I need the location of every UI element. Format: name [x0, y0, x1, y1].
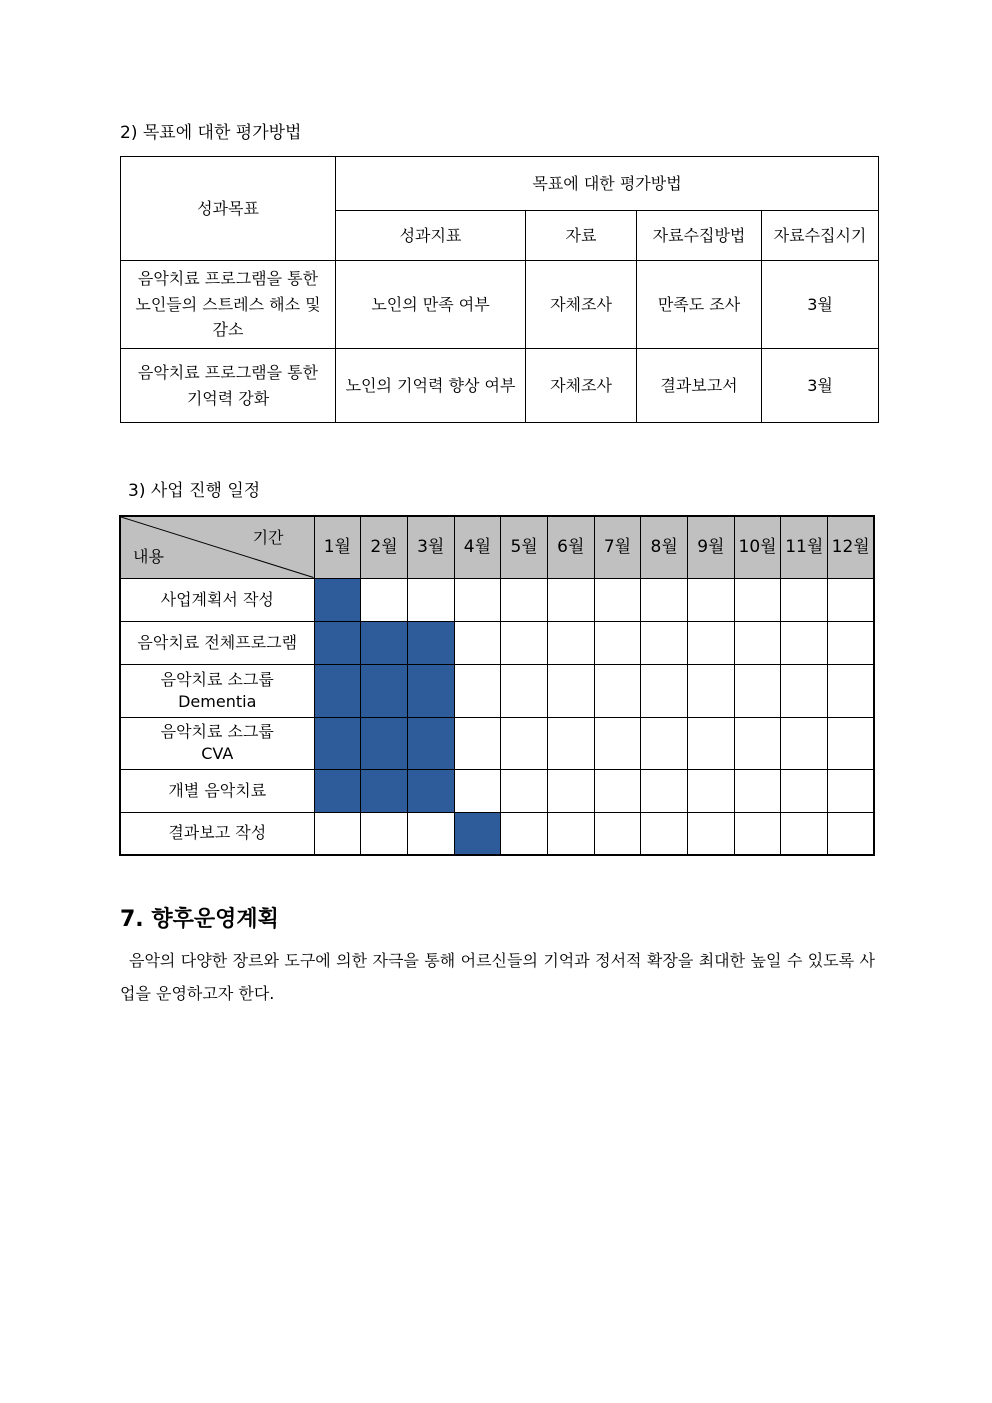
month-header: 5월 [501, 516, 548, 578]
schedule-row [120, 664, 874, 717]
timing-cell: 3월 [762, 261, 879, 349]
schedule-cell [828, 769, 875, 812]
schedule-cell [641, 664, 688, 717]
schedule-cell [641, 621, 688, 664]
task-label-line: CVA [201, 744, 234, 763]
source-cell: 자체조사 [526, 349, 637, 423]
schedule-cell-active [314, 621, 361, 664]
schedule-cell [734, 621, 781, 664]
schedule-row [120, 578, 874, 621]
task-label-line: 음악치료 소그룹 [160, 722, 274, 742]
schedule-cell [688, 578, 735, 621]
schedule-cell [547, 812, 594, 855]
task-label [120, 812, 314, 855]
corner-content-label: 내용 [133, 546, 164, 566]
month-header: 10월 [734, 516, 781, 578]
schedule-row [120, 717, 874, 769]
schedule-cell [547, 578, 594, 621]
schedule-cell [594, 621, 641, 664]
schedule-cell-active [361, 769, 408, 812]
schedule-section-heading: 3) 사업 진행 일정 [128, 481, 261, 501]
schedule-cell [454, 621, 501, 664]
schedule-cell [501, 664, 548, 717]
subheader-method: 자료수집방법 [637, 211, 762, 261]
schedule-cell [361, 578, 408, 621]
schedule-cell [547, 664, 594, 717]
schedule-cell [688, 717, 735, 769]
task-label-line: 음악치료 전체프로그램 [137, 632, 298, 652]
schedule-cell [641, 578, 688, 621]
month-header: 8월 [641, 516, 688, 578]
schedule-cell-active [407, 769, 454, 812]
month-header: 2월 [361, 516, 408, 578]
schedule-cell [594, 664, 641, 717]
schedule-cell [828, 578, 875, 621]
month-header: 3월 [407, 516, 454, 578]
schedule-cell [501, 812, 548, 855]
schedule-row [120, 769, 874, 812]
schedule-cell [547, 621, 594, 664]
task-label [120, 578, 314, 621]
month-header: 11월 [781, 516, 828, 578]
schedule-cell-active [454, 812, 501, 855]
schedule-table [119, 515, 875, 856]
schedule-cell [781, 621, 828, 664]
month-header: 4월 [454, 516, 501, 578]
task-label-line: Dementia [178, 691, 257, 711]
schedule-cell [828, 621, 875, 664]
subheader-indicator: 성과지표 [336, 211, 526, 261]
goal-line: 기억력 강화 [186, 388, 270, 408]
task-label [120, 769, 314, 812]
schedule-row [120, 812, 874, 855]
eval-section-heading: 2) 목표에 대한 평가방법 [120, 123, 302, 143]
schedule-cell-active [361, 621, 408, 664]
schedule-cell [501, 769, 548, 812]
schedule-cell-active [314, 769, 361, 812]
schedule-cell-active [314, 578, 361, 621]
task-label [120, 664, 314, 717]
month-header: 7월 [594, 516, 641, 578]
schedule-cell [594, 812, 641, 855]
task-label-line: 사업계획서 작성 [160, 589, 274, 609]
future-plan-heading: 7. 향후운영계획 [120, 907, 279, 932]
indicator-cell: 노인의 기억력 향상 여부 [336, 349, 526, 423]
schedule-cell-active [407, 621, 454, 664]
schedule-cell [501, 621, 548, 664]
indicator-cell: 노인의 만족 여부 [336, 261, 526, 349]
corner-cell [120, 516, 314, 578]
schedule-cell [781, 578, 828, 621]
schedule-cell [734, 812, 781, 855]
schedule-cell [361, 812, 408, 855]
schedule-cell-active [314, 717, 361, 769]
schedule-cell [781, 769, 828, 812]
schedule-cell [688, 664, 735, 717]
goal-line: 음악치료 프로그램을 통한 [137, 269, 319, 289]
goal-line: 감소 [212, 320, 244, 340]
schedule-cell [547, 717, 594, 769]
schedule-cell-active [407, 664, 454, 717]
task-label [120, 717, 314, 769]
schedule-cell [594, 717, 641, 769]
schedule-cell [594, 769, 641, 812]
schedule-cell-active [361, 664, 408, 717]
schedule-header-row [120, 516, 874, 578]
timing-cell: 3월 [762, 349, 879, 423]
goal-cell [121, 349, 336, 423]
schedule-cell [688, 812, 735, 855]
corner-period-label: 기간 [252, 528, 284, 547]
table-row [121, 349, 879, 423]
subheader-timing: 자료수집시기 [762, 211, 879, 261]
month-header: 6월 [547, 516, 594, 578]
method-cell: 결과보고서 [637, 349, 762, 423]
schedule-cell-active [314, 664, 361, 717]
schedule-cell [547, 769, 594, 812]
task-label-line: 개별 음악치료 [168, 780, 267, 800]
schedule-cell [454, 664, 501, 717]
month-header: 12월 [828, 516, 875, 578]
schedule-cell [688, 769, 735, 812]
schedule-cell [828, 664, 875, 717]
schedule-cell [594, 578, 641, 621]
schedule-cell [407, 578, 454, 621]
schedule-cell [781, 812, 828, 855]
schedule-cell [641, 812, 688, 855]
method-cell: 만족도 조사 [637, 261, 762, 349]
schedule-cell-active [361, 717, 408, 769]
future-plan-paragraph: 음악의 다양한 장르와 도구에 의한 자극을 통해 어르신들의 기억과 정서적 확장을 최대한 높일 수 있도록 사업을 운영하고자 한다. [120, 951, 875, 1003]
month-header: 9월 [688, 516, 735, 578]
schedule-cell [314, 812, 361, 855]
goal-line: 음악치료 프로그램을 통한 [137, 362, 319, 382]
header-goal: 성과목표 [121, 157, 336, 261]
schedule-cell [501, 717, 548, 769]
schedule-cell [734, 769, 781, 812]
goal-cell [121, 261, 336, 349]
schedule-cell [781, 717, 828, 769]
schedule-cell [454, 769, 501, 812]
month-header: 1월 [314, 516, 361, 578]
task-label-line: 결과보고 작성 [168, 823, 267, 843]
schedule-cell [734, 578, 781, 621]
schedule-cell-active [407, 717, 454, 769]
schedule-cell [641, 769, 688, 812]
task-label [120, 621, 314, 664]
schedule-cell [781, 664, 828, 717]
header-method: 목표에 대한 평가방법 [336, 157, 879, 211]
goal-line: 노인들의 스트레스 해소 및 [135, 294, 321, 314]
subheader-source: 자료 [526, 211, 637, 261]
schedule-cell [454, 578, 501, 621]
schedule-cell [641, 717, 688, 769]
schedule-cell [501, 578, 548, 621]
table-row [121, 261, 879, 349]
source-cell: 자체조사 [526, 261, 637, 349]
evaluation-table [120, 156, 879, 423]
schedule-cell [688, 621, 735, 664]
schedule-cell [407, 812, 454, 855]
schedule-row [120, 621, 874, 664]
task-label-line: 음악치료 소그룹 [160, 669, 274, 689]
schedule-cell [734, 717, 781, 769]
schedule-cell [828, 717, 875, 769]
schedule-cell [734, 664, 781, 717]
schedule-cell [454, 717, 501, 769]
schedule-cell [828, 812, 875, 855]
